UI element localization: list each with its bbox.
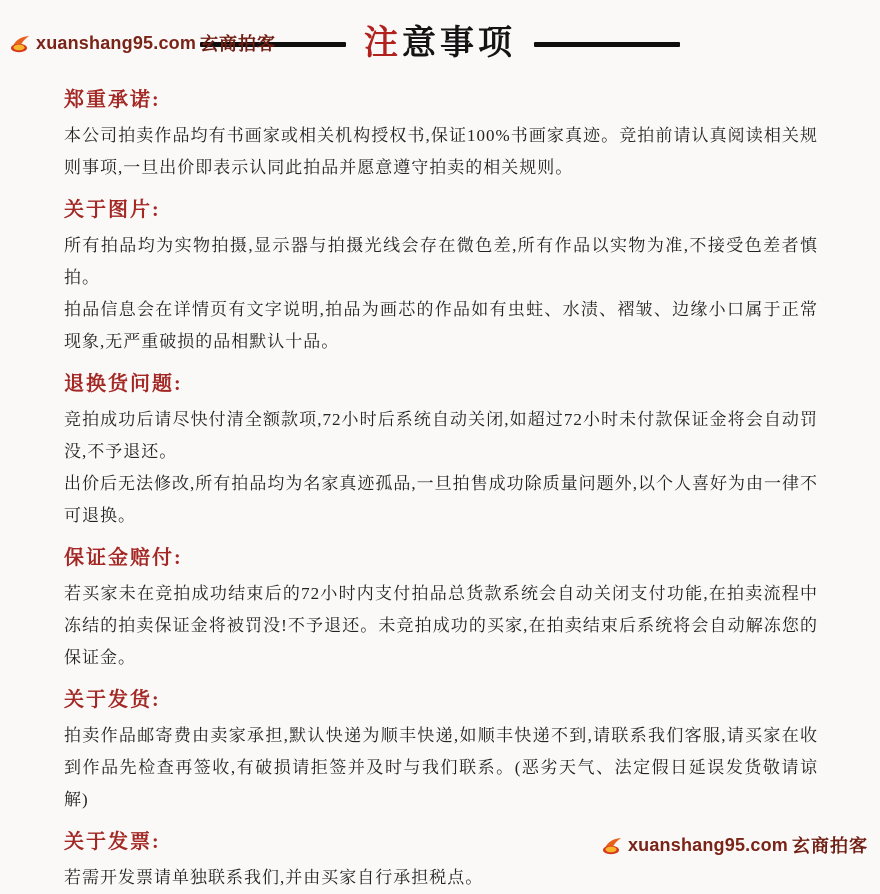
section-heading: 关于图片: xyxy=(64,199,161,221)
site-watermark-bottom[interactable] xyxy=(602,832,868,858)
section-heading: 退换货问题: xyxy=(64,373,183,395)
section-heading: 关于发票: xyxy=(64,831,161,853)
site-watermark-top[interactable] xyxy=(10,30,276,56)
section-heading: 关于发货: xyxy=(64,689,161,711)
section-shipping xyxy=(64,686,818,816)
section-deposit xyxy=(64,544,818,674)
watermark-brand-text: 玄商拍客 xyxy=(792,836,868,856)
flame-bowl-icon xyxy=(602,836,624,855)
section-paragraph: 若需开发票请单独联系我们,并由买家自行承担税点。 xyxy=(64,868,484,887)
watermark-brand-text: 玄商拍客 xyxy=(200,34,277,54)
section-promise xyxy=(64,86,818,184)
watermark-domain-text: xuanshang95.com xyxy=(36,32,197,53)
notice-page xyxy=(0,24,880,887)
page-title-first-char: 注 xyxy=(364,25,402,62)
page-title-rest: 意事项 xyxy=(402,25,516,62)
section-paragraph: 出价后无法修改,所有拍品均为名家真迹孤品,一旦拍售成功除质量问题外,以个人喜好为由一律不可退换。 xyxy=(64,474,818,525)
section-paragraph: 拍品信息会在详情页有文字说明,拍品为画芯的作品如有虫蛀、水渍、褶皱、边缘小口属于正常现象,无严重破损的品相默认十品。 xyxy=(64,300,818,351)
notice-content xyxy=(0,64,880,894)
section-heading: 保证金赔付: xyxy=(64,547,183,569)
section-paragraph: 拍卖作品邮寄费由卖家承担,默认快递为顺丰快递,如顺丰快递不到,请联系我们客服,请买家在收到作品先检查再签收,有破损请拒签并及时与我们联系。(恶劣天气、法定假日延误发货敬请谅解) xyxy=(64,726,818,809)
watermark-domain-text: xuanshang95.com xyxy=(627,834,788,855)
page-title xyxy=(364,24,516,64)
section-paragraph: 本公司拍卖作品均有书画家或相关机构授权书,保证100%书画家真迹。竞拍前请认真阅读相关规则事项,一旦出价即表示认同此拍品并愿意遵守拍卖的相关规则。 xyxy=(64,126,818,177)
title-right-rule xyxy=(534,42,680,47)
section-pictures xyxy=(64,196,818,358)
section-returns xyxy=(64,370,818,532)
section-paragraph: 所有拍品均为实物拍摄,显示器与拍摄光线会存在微色差,所有作品以实物为准,不接受色差者慎拍。 xyxy=(64,236,818,287)
flame-bowl-icon xyxy=(10,34,32,53)
section-heading: 郑重承诺: xyxy=(64,89,161,111)
section-paragraph: 若买家未在竞拍成功结束后的72小时内支付拍品总货款系统会自动关闭支付功能,在拍卖流程中冻结的拍卖保证金将被罚没!不予退还。未竞拍成功的买家,在拍卖结束后系统将会自动解冻您的保证金。 xyxy=(64,584,818,667)
section-paragraph: 竞拍成功后请尽快付清全额款项,72小时后系统自动关闭,如超过72小时未付款保证金将会自动罚没,不予退还。 xyxy=(64,410,818,461)
